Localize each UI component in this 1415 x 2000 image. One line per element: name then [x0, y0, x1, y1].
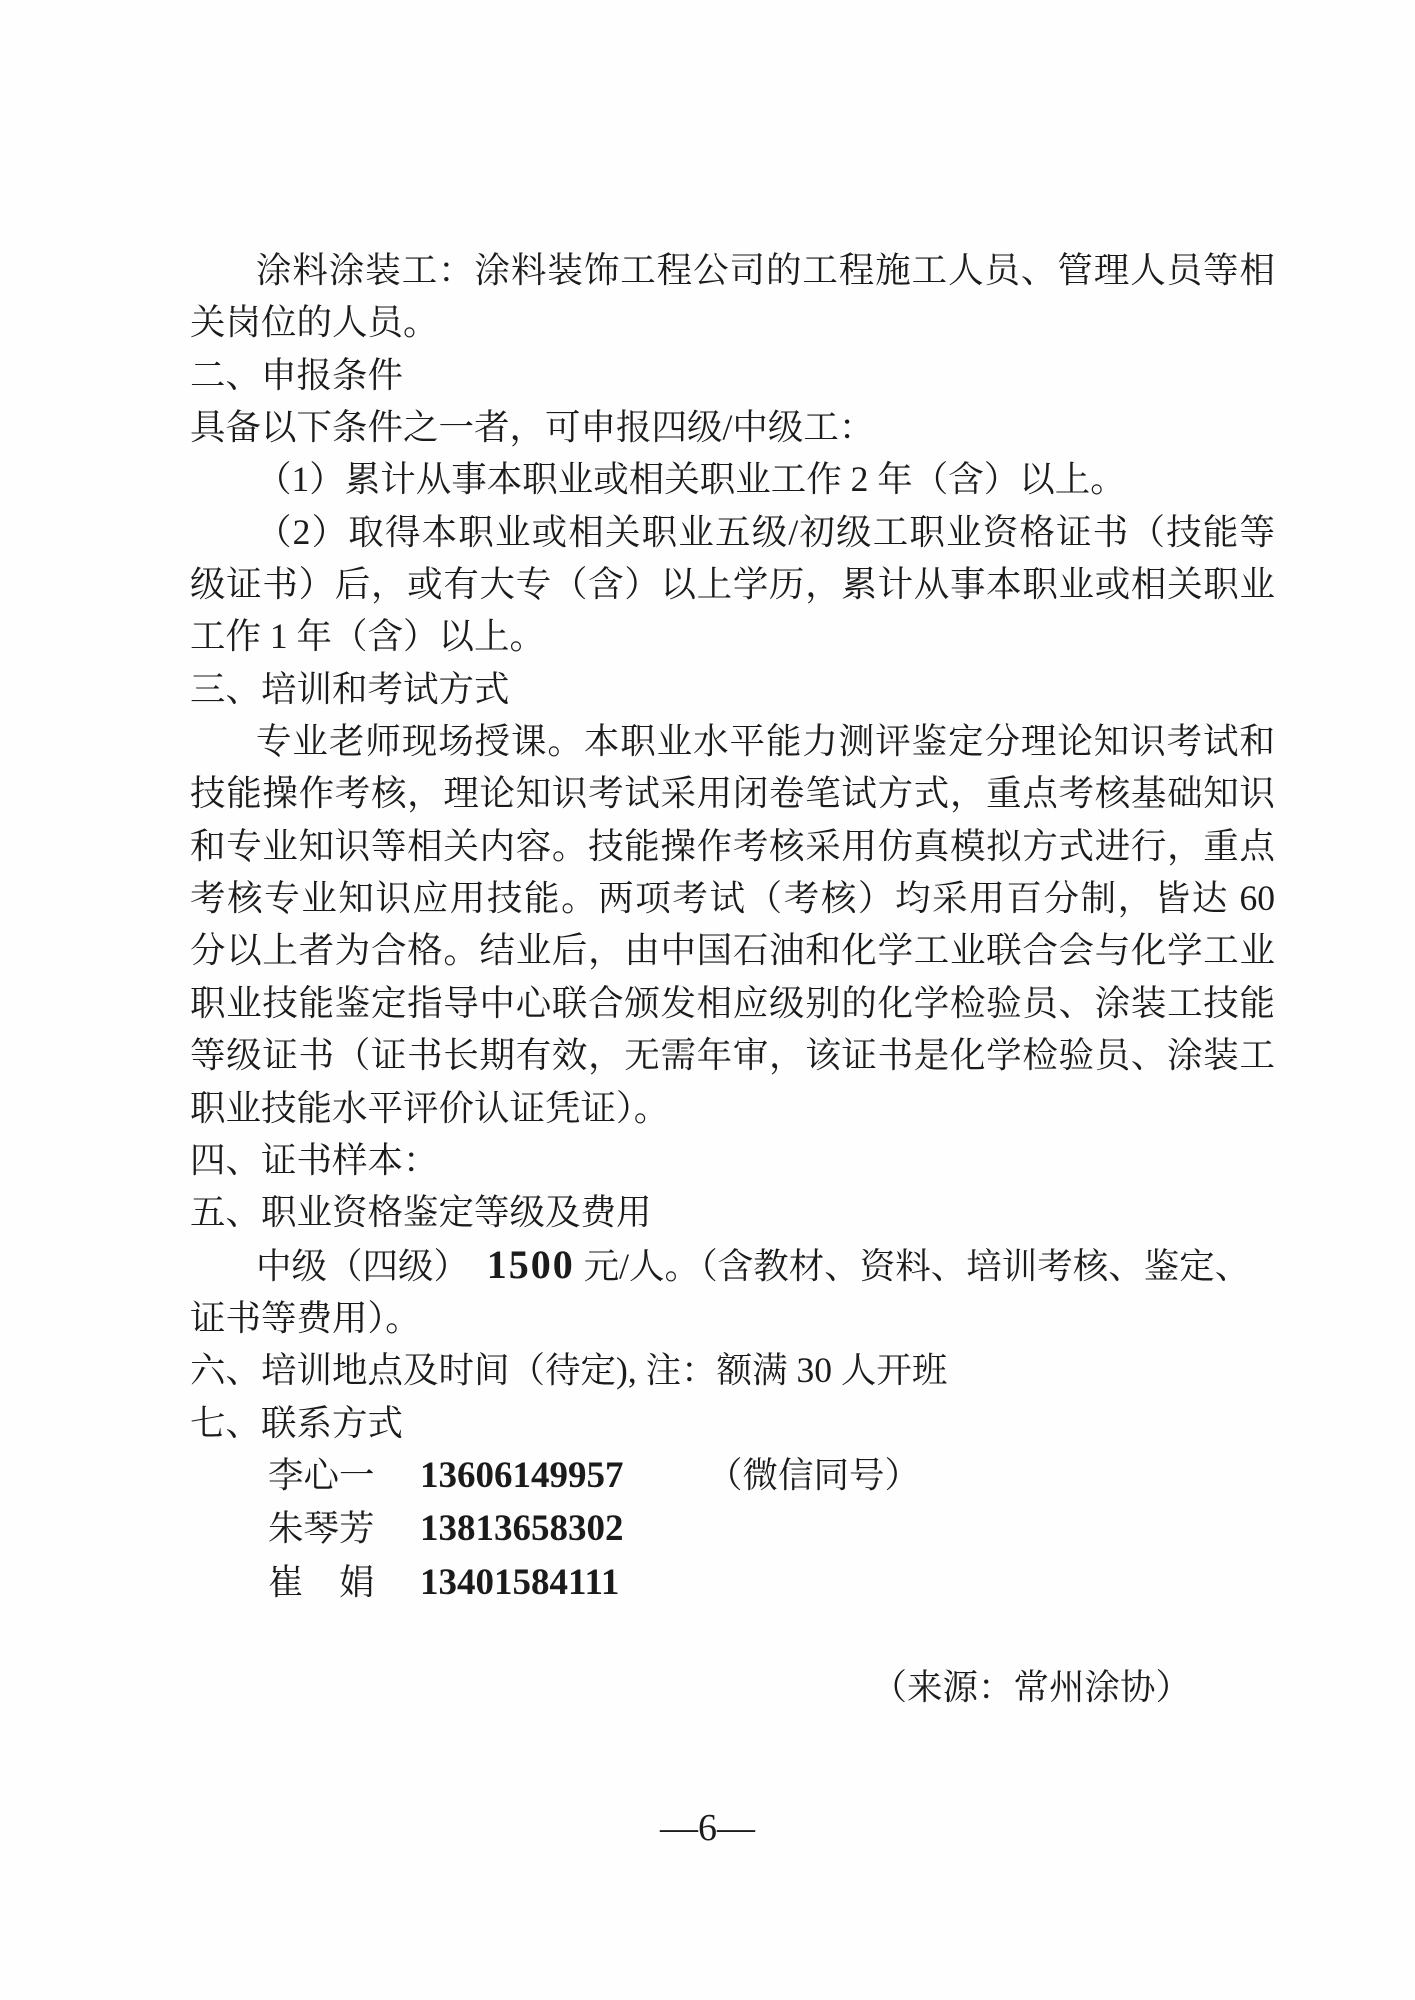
section-heading-7: 七、联系方式: [190, 1402, 404, 1443]
document-body: [190, 244, 1275, 1714]
contact-row: [190, 1502, 1275, 1555]
contact-name: 朱琴芳: [268, 1508, 375, 1549]
paragraph-line: 具备以下条件之一者，可申报四级/中级工：: [190, 407, 875, 448]
fee-amount: 1500: [486, 1241, 575, 1287]
condition-item-1: （1）累计从事本职业或相关职业工作 2 年（含）以上。: [256, 459, 1126, 500]
paragraph-line: 考核专业知识应用技能。两项考试（考核）均采用百分制，皆达 60: [190, 878, 1275, 919]
paragraph-line: 分以上者为合格。结业后，由中国石油和化学工业联合会与化学工业: [190, 930, 1275, 971]
page-number: —6—: [660, 1807, 755, 1849]
contact-row: [190, 1556, 1275, 1609]
section-heading-2: 二、申报条件: [190, 354, 404, 395]
paragraph-line: 证书等费用）。: [190, 1297, 421, 1338]
contact-phone: 13813658302: [420, 1508, 624, 1550]
paragraph-line: 专业老师现场授课。本职业水平能力测评鉴定分理论知识考试和: [256, 721, 1275, 762]
section-heading-3: 三、培训和考试方式: [190, 668, 510, 709]
condition-item-2: （2）取得本职业或相关职业五级/初级工职业资格证书（技能等: [256, 511, 1275, 552]
paragraph-line: 职业技能水平评价认证凭证）。: [190, 1087, 670, 1128]
fee-suffix: 元/人。（含教材、资料、培训考核、鉴定、: [574, 1245, 1251, 1286]
paragraph-line: 技能操作考核，理论知识考试采用闭卷笔试方式，重点考核基础知识: [190, 773, 1275, 814]
section-heading-6: 六、培训地点及时间（待定), 注：额满 30 人开班: [190, 1350, 948, 1391]
contact-name: 崔 娟: [268, 1561, 375, 1602]
paragraph-line: 级证书）后，或有大专（含）以上学历，累计从事本职业或相关职业: [190, 564, 1275, 605]
source-note: （来源：常州涂协）: [871, 1667, 1191, 1708]
contact-phone: 13401584111: [420, 1561, 620, 1603]
section-heading-5: 五、职业资格鉴定等级及费用: [190, 1192, 652, 1233]
paragraph-line: 关岗位的人员。: [190, 302, 439, 343]
contact-name: 李心一: [268, 1454, 375, 1495]
paragraph-line: 工作 1 年（含）以上。: [190, 616, 546, 657]
fee-line: [190, 1239, 1275, 1292]
blank-line: [190, 1609, 1275, 1661]
paragraph-line: 等级证书（证书长期有效，无需年审，该证书是化学检验员、涂装工: [190, 1035, 1275, 1076]
paragraph-line: 和专业知识等相关内容。技能操作考核采用仿真模拟方式进行，重点: [190, 825, 1275, 866]
paragraph-line: 职业技能鉴定指导中心联合颁发相应级别的化学检验员、涂装工技能: [190, 982, 1275, 1023]
section-heading-4: 四、证书样本：: [190, 1139, 439, 1180]
paragraph-line: 涂料涂装工：涂料装饰工程公司的工程施工人员、管理人员等相: [256, 250, 1275, 290]
fee-prefix: 中级（四级）: [256, 1245, 487, 1286]
contact-phone: 13606149957: [420, 1454, 624, 1496]
contact-note: （微信同号）: [707, 1454, 921, 1495]
contact-row: [190, 1449, 1275, 1502]
